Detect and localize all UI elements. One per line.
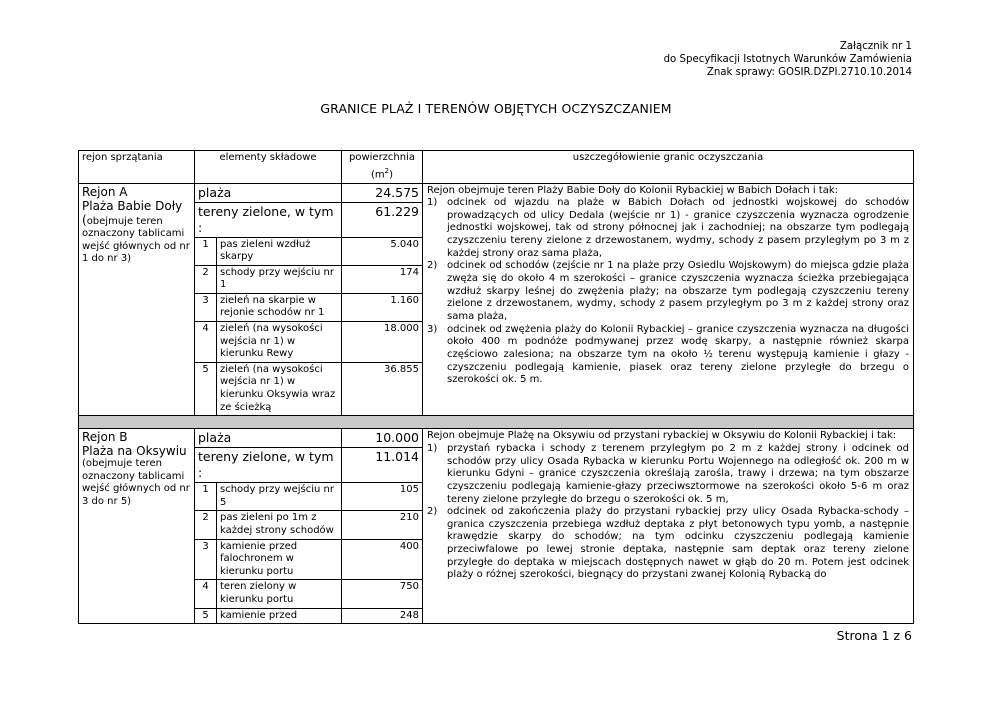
region-a-beach-value: 24.575 [342, 183, 423, 202]
header-details: uszczegółowienie granic oczyszczania [423, 151, 914, 184]
item-label: schody przy wejściu nr 1 [217, 265, 342, 293]
list-item: 1) odcinek od wjazdu na plaże w Babich Dołach od jednostki wojskowej do schodów prowadzących od ulicy Dedala (wejście nr 1) - granice czyszczenia wyznacza ogrodzenie jednostki wojskowej, tak od strony północnej jak i zachodniej; na obszarze tym podlegają czyszczeniu tereny zielone z drzewostanem, wydmy, schody z pasem przyległym po 3 m z każdej strony oraz sama plaża, [427, 197, 910, 259]
document-header [664, 40, 912, 79]
document-title: GRANICE PLAŻ I TERENÓW OBJĘTYCH OCZYSZCZANIEM [320, 101, 672, 116]
region-a-desc-intro: Rejon obejmuje teren Plaży Babie Doły do Kolonii Rybackiej w Babich Dołach i tak: [427, 184, 839, 196]
item-value: 18.000 [342, 322, 423, 363]
attachment-label: Załącznik nr 1 [839, 41, 912, 52]
table-row [79, 429, 914, 448]
table-row [79, 183, 914, 202]
item-number: 5 [195, 362, 217, 415]
region-a-note: (obejmuje teren oznaczony tablicami wejść głównych od nr 1 do nr 3) [82, 212, 190, 265]
item-label: teren zielony w kierunku portu [217, 580, 342, 608]
region-b-beach: Plaża na Oksywiu [82, 444, 187, 459]
region-a-description [423, 183, 914, 416]
item-label: pas zieleni po 1m z każdej strony schodów [217, 511, 342, 539]
item-value: 1.160 [342, 293, 423, 321]
region-a-cell [79, 183, 195, 416]
list-item: 1) przystań rybacka i schody z terenem przyległym po 2 m z każdej strony i odcinek od schodów przy ulicy Osada Rybacka w kierunku Portu Wojennego na odległość ok. 200 m w kierunku Gdyni – granice czyszczenia określają zarośla, trawy i drzewa; na tym obszarze czyszczeniu podlegają kamienie-głazy przeciwsztormowe na szerokości około 5-6 m oraz tereny zielone przyległe do brzegu o szerokości ok. 5 m, [427, 442, 910, 505]
region-b-desc-intro: Rejon obejmuje Plażę na Oksywiu od przystani rybackiej w Oksywiu do Kolonii Rybackiej i tak: [427, 430, 897, 442]
header-elements: elementy składowe [195, 151, 342, 184]
table-header-row [79, 151, 914, 184]
item-number: 4 [195, 580, 217, 608]
item-label: pas zieleni wzdłuż skarpy [217, 237, 342, 265]
region-b-description [423, 429, 914, 624]
header-area: powierzchnia $(m^2)$ [342, 151, 423, 184]
item-label: kamienie przed falochronem w kierunku portu [217, 539, 342, 580]
item-value: 248 [342, 608, 423, 624]
item-value: 400 [342, 539, 423, 580]
item-number: 3 [195, 293, 217, 321]
region-b-name: Rejon B [82, 430, 128, 445]
region-b-beach-value: 10.000 [342, 429, 423, 448]
item-label: zieleń na skarpie w rejonie schodów nr 1 [217, 293, 342, 321]
item-number: 2 [195, 511, 217, 539]
region-a-green-label: tereny zielone, w tym : [195, 202, 342, 237]
item-value: 36.855 [342, 362, 423, 415]
list-item: 3) odcinek od zwężenia plaży do Kolonii Rybackiej – granice czyszczenia wyznacza na długości około 400 m podnóże podmywanej przez wodę skarpy, a następnie również skarpa częściowo zalesiona; na obszarze tym na około ½ terenu występują kamienie i głazy - czyszczeniu podlegają kamienie, piasek oraz tereny zielone przyległe do brzegu o szerokości ok. 5 m. [427, 323, 910, 386]
item-number: 2 [195, 265, 217, 293]
region-a-green-value: 61.229 [342, 202, 423, 237]
separator-row [79, 416, 914, 429]
specification-label: do Specyfikacji Istotnych Warunków Zamówienia [663, 54, 912, 65]
region-a-name: Rejon A [82, 184, 128, 199]
item-value: 105 [342, 483, 423, 511]
item-number: 3 [195, 539, 217, 580]
item-value: 5.040 [342, 237, 423, 265]
region-b-note: (obejmuje teren oznaczony tablicami wejść głównych od nr 3 do nr 5) [82, 458, 190, 508]
page-number: Strona 1 z 6 [836, 628, 912, 643]
item-label: zieleń (na wysokości wejścia nr 1) w kierunku Oksywia wraz ze ścieżką [217, 362, 342, 415]
region-a-beach-label: plaża [195, 183, 342, 202]
region-b-beach-label: plaża [195, 429, 342, 448]
item-label: kamienie przed [217, 608, 342, 624]
item-label: schody przy wejściu nr 5 [217, 483, 342, 511]
header-region: rejon sprzątania [79, 151, 195, 184]
list-item: 2) odcinek od zakończenia plaży do przystani rybackiej przy ulicy Osada Rybacka-schody – granica czyszczenia przebiega wzdłuż deptaka z płyt betonowych typu yomb, a następnie krawędzie skarpy do schodów; na tym odcinku czyszczeniu podlegają kamienie przeciwfalowe po lewej stronie deptaka, następnie sam deptak oraz tereny zielone przyległe do deptaka w miejscach dostępnych nawet w głąb do 20 m. Potem jest odcinek plaży o różnej szerokości, biegnący do przystani zwanej Kolonią Rybacką do [427, 506, 910, 581]
item-value: 750 [342, 580, 423, 608]
item-number: 5 [195, 608, 217, 624]
boundaries-table [78, 150, 914, 624]
list-item: 2) odcinek od schodów (zejście nr 1 na plaże przy Osiedlu Wojskowym) do miejsca gdzie plaża zwęża się do około 4 m szerokości – granice czyszczenia wyznacza ścieżka przebiegająca wzdłuż skarpy leśnej do zwężenia plaży; na obszarze tym podlegają czyszczeniu tereny zielone z drzewostanem, wydmy, schody z pasem przyległym po 3 m z każdej strony oraz sama plaża, [427, 260, 910, 323]
region-b-cell [79, 429, 195, 624]
case-number: Znak sprawy: GOSIR.DZPI.2710.10.2014 [706, 67, 912, 78]
region-a-beach: Plaża Babie Doły [82, 198, 183, 213]
item-number: 1 [195, 237, 217, 265]
item-value: 210 [342, 511, 423, 539]
item-number: 1 [195, 483, 217, 511]
region-b-green-value: 11.014 [342, 448, 423, 483]
item-value: 174 [342, 265, 423, 293]
item-label: zieleń (na wysokości wejścia nr 1) w kierunku Rewy [217, 322, 342, 363]
region-b-green-label: tereny zielone, w tym : [195, 448, 342, 483]
item-number: 4 [195, 322, 217, 363]
